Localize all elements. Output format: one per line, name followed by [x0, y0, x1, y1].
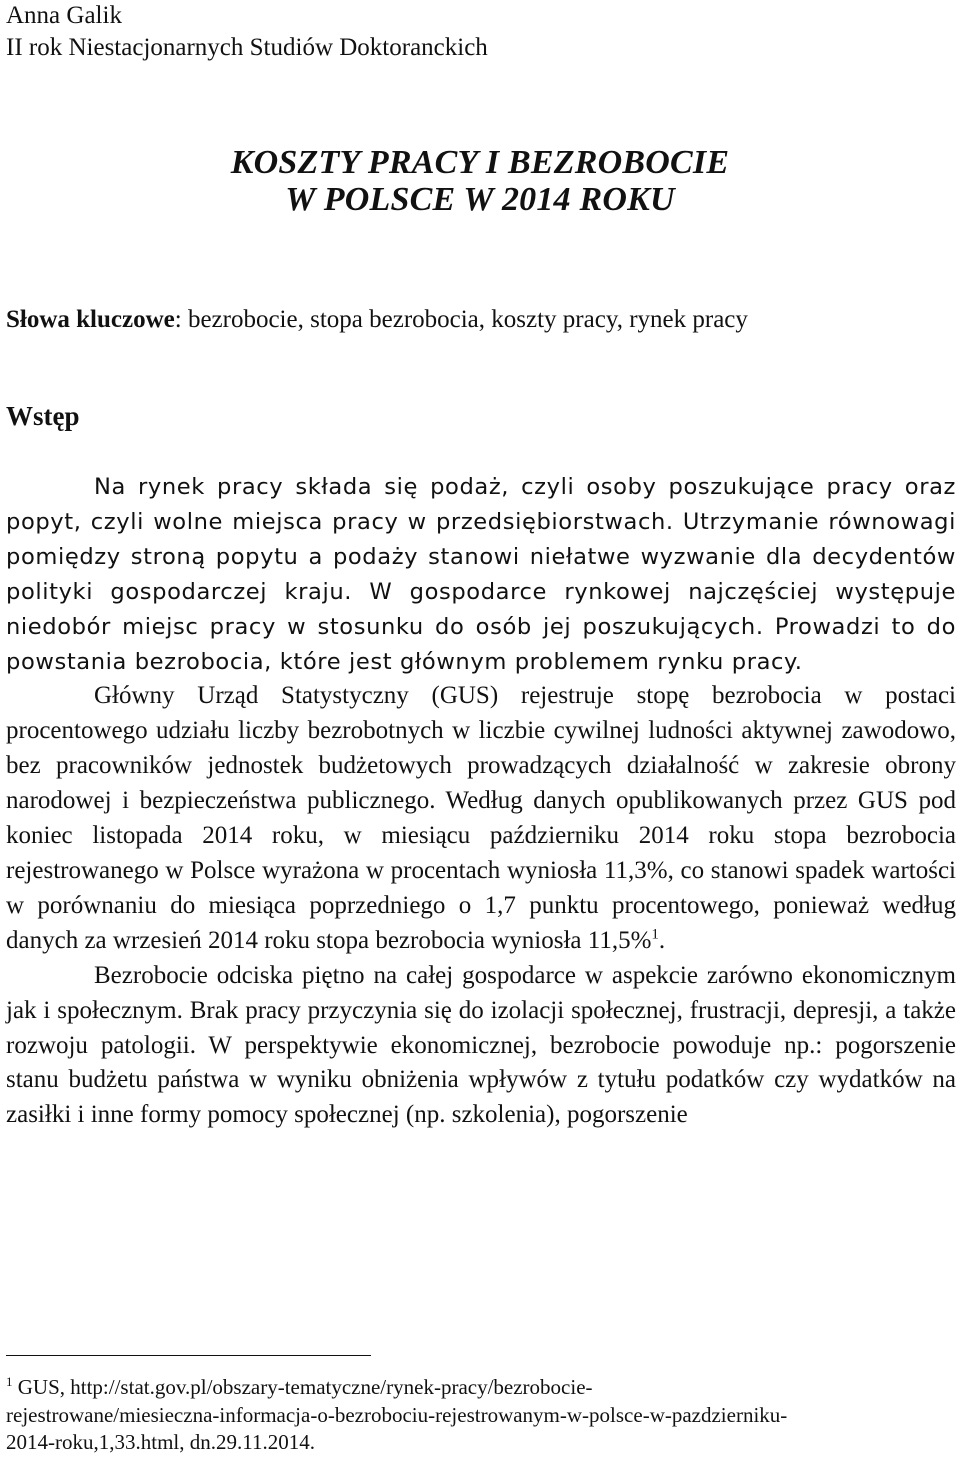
paragraph-3: Bezrobocie odciska piętno na całej gospodarce w aspekcie zarówno ekonomicznym jak i społecznym. Brak pracy przyczynia się do izolacji społecznej, frustracji, depresji, a także rozwoju patologii. W perspektywie ekonomicznej, bezrobocie powoduje np.: pogorszenie stanu budżetu państwa w wyniku obniżenia wpływów z tytułu podatków czy wydatków na zasiłki i inne formy pomocy społecznej (np. szkolenia), pogorszenie	[6, 961, 956, 1129]
paragraph-2	[6, 679, 956, 958]
section-heading: Wstęp	[6, 401, 80, 431]
author-affiliation: II rok Niestacjonarnych Studiów Doktoranckich	[6, 34, 488, 61]
footnote-marker: 1	[6, 1374, 13, 1389]
keywords-text: : bezrobocie, stopa bezrobocia, koszty pracy, rynek pracy	[174, 306, 748, 333]
paragraph-1: Na rynek pracy składa się podaż, czyli osoby poszukujące pracy oraz popyt, czyli wolne miejsca pracy w przedsiębiorstwach. Utrzymanie równowagi pomiędzy stroną popytu a podaży stanowi niełatwe wyzwanie dla decydentów polityki gospodarczej kraju. W gospodarce rynkowej najczęściej występuje niedobór miejsc pracy w stosunku do osób jej poszukujących. Prowadzi to do powstania bezrobocia, które jest głównym problemem rynku pracy.	[6, 474, 956, 675]
author-name: Anna Galik	[6, 2, 122, 29]
footnote	[6, 1374, 956, 1457]
footnote-line-3[interactable]: 2014-roku,1,33.html, dn.29.11.2014.	[6, 1430, 315, 1454]
keywords-line	[6, 304, 748, 336]
paragraph-2-end: .	[658, 926, 666, 954]
footnote-reference[interactable]: 1	[651, 926, 659, 943]
keywords-label: Słowa kluczowe	[6, 306, 175, 333]
footnote-separator	[6, 1355, 371, 1356]
footnote-text-1[interactable]: GUS, http://stat.gov.pl/obszary-tematyczne/rynek-pracy/bezrobocie-	[12, 1375, 593, 1399]
footnote-line-2[interactable]: rejestrowane/miesieczna-informacja-o-bezrobociu-rejestrowanym-w-polsce-w-pazdzierniku-	[6, 1402, 788, 1427]
body-text	[6, 470, 956, 1133]
paper-title-line-1: KOSZTY PRACY I BEZROBOCIE	[230, 144, 730, 181]
paper-title-line-2: W POLSCE W 2014 ROKU	[285, 181, 675, 218]
footnote-line-1	[6, 1374, 956, 1402]
paragraph-2-text: Główny Urząd Statystyczny (GUS) rejestruje stopę bezrobocia w postaci procentowego udziału liczby bezrobotnych w liczbie cywilnej ludności aktywnej zawodowo, bez pracowników jednostek budżetowych prowadzących działalność w zakresie obrony narodowej i bezpieczeństwa publicznego. Według danych opublikowanych przez GUS pod koniec listopada 2014 roku, w miesiącu październiku 2014 roku stopa bezrobocia rejestrowanego w Polsce wyrażona w procentach wyniosła 11,3%, co stanowi spadek wartości w porównaniu do miesiąca poprzedniego o 1,7 punktu procentowego, ponieważ według danych za wrzesień 2014 roku stopa bezrobocia wyniosła 11,5%	[6, 682, 956, 954]
